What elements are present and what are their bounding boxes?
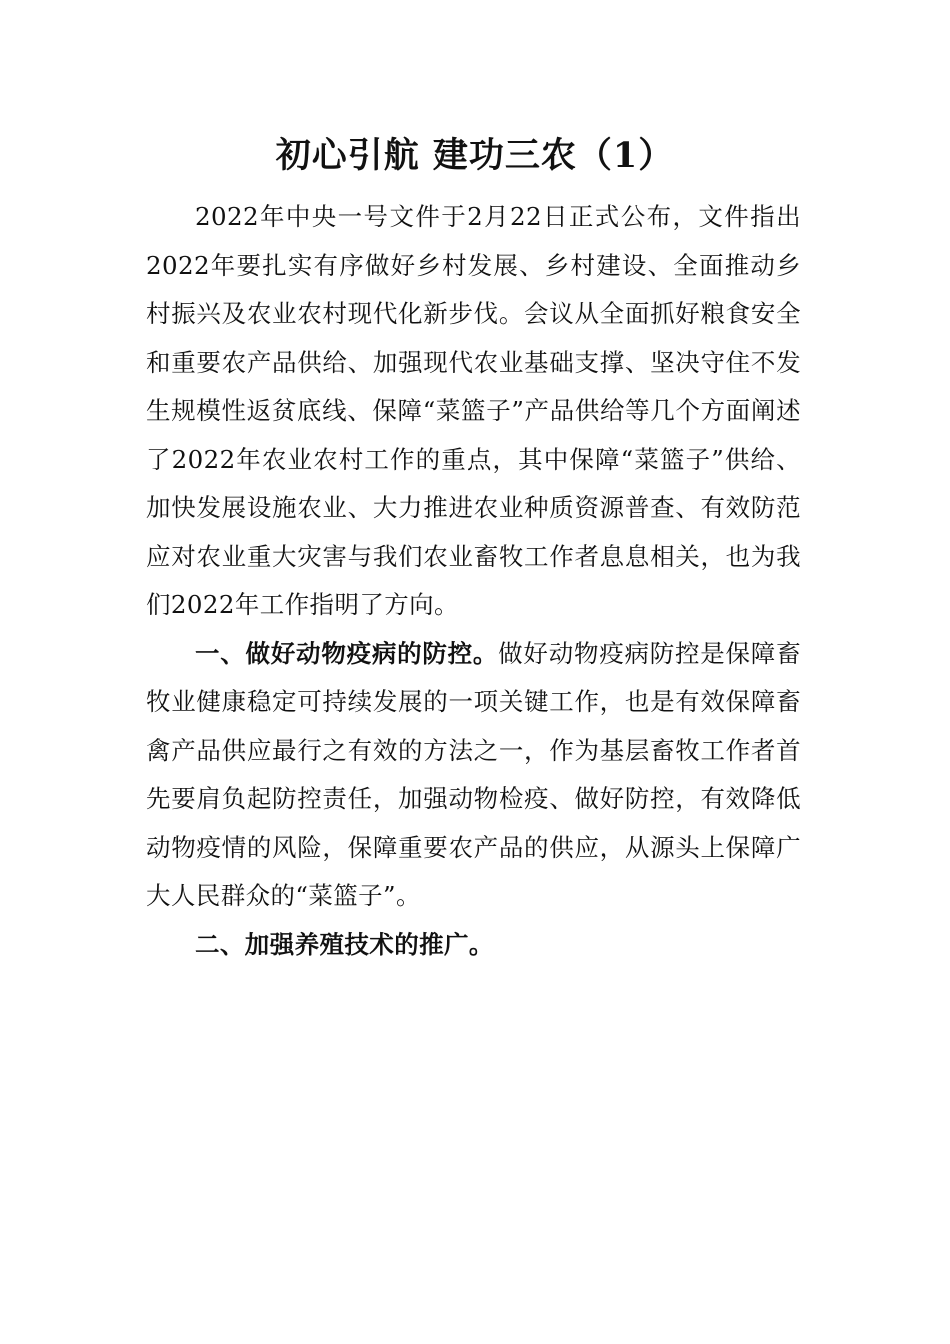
paragraph-section-1 <box>146 630 801 921</box>
document-title: 初心引航 建功三农（1） <box>275 135 675 176</box>
section-1-text: 做好动物疫病防控是保障畜牧业健康稳定可持续发展的一项关键工作，也是有效保障畜禽产品供应最行之有效的方法之一，作为基层畜牧工作者首先要肩负起防控责任，加强动物检疫、做好防控，有效降低动物疫情的风险，保障重要农产品的供应，从源头上保障广大人民群众的“菜篮子”。 <box>146 638 801 910</box>
paragraph-intro-text: 2022年中央一号文件于2月22日正式公布，文件指出2022年要扎实有序做好乡村发展、乡村建设、全面推动乡村振兴及农业农村现代化新步伐。会议从全面抓好粮食安全和重要农产品供给、加强现代农业基础支撑、坚决守住不发生规模性返贫底线、保障“菜篮子”产品供给等几个方面阐述了2022年农业农村工作的重点，其中保障“菜篮子”供给、加快发展设施农业、大力推进农业种质资源普查、有效防范应对农业重大灾害与我们农业畜牧工作者息息相关，也为我们2022年工作指明了方向。 <box>146 202 801 619</box>
paragraph-section-2 <box>146 921 801 970</box>
section-1-heading: 一、做好动物疫病的防控。 <box>195 638 499 668</box>
section-2-heading: 二、加强养殖技术的推广。 <box>195 929 494 959</box>
paragraph-intro <box>146 193 801 630</box>
document-body <box>146 193 801 969</box>
